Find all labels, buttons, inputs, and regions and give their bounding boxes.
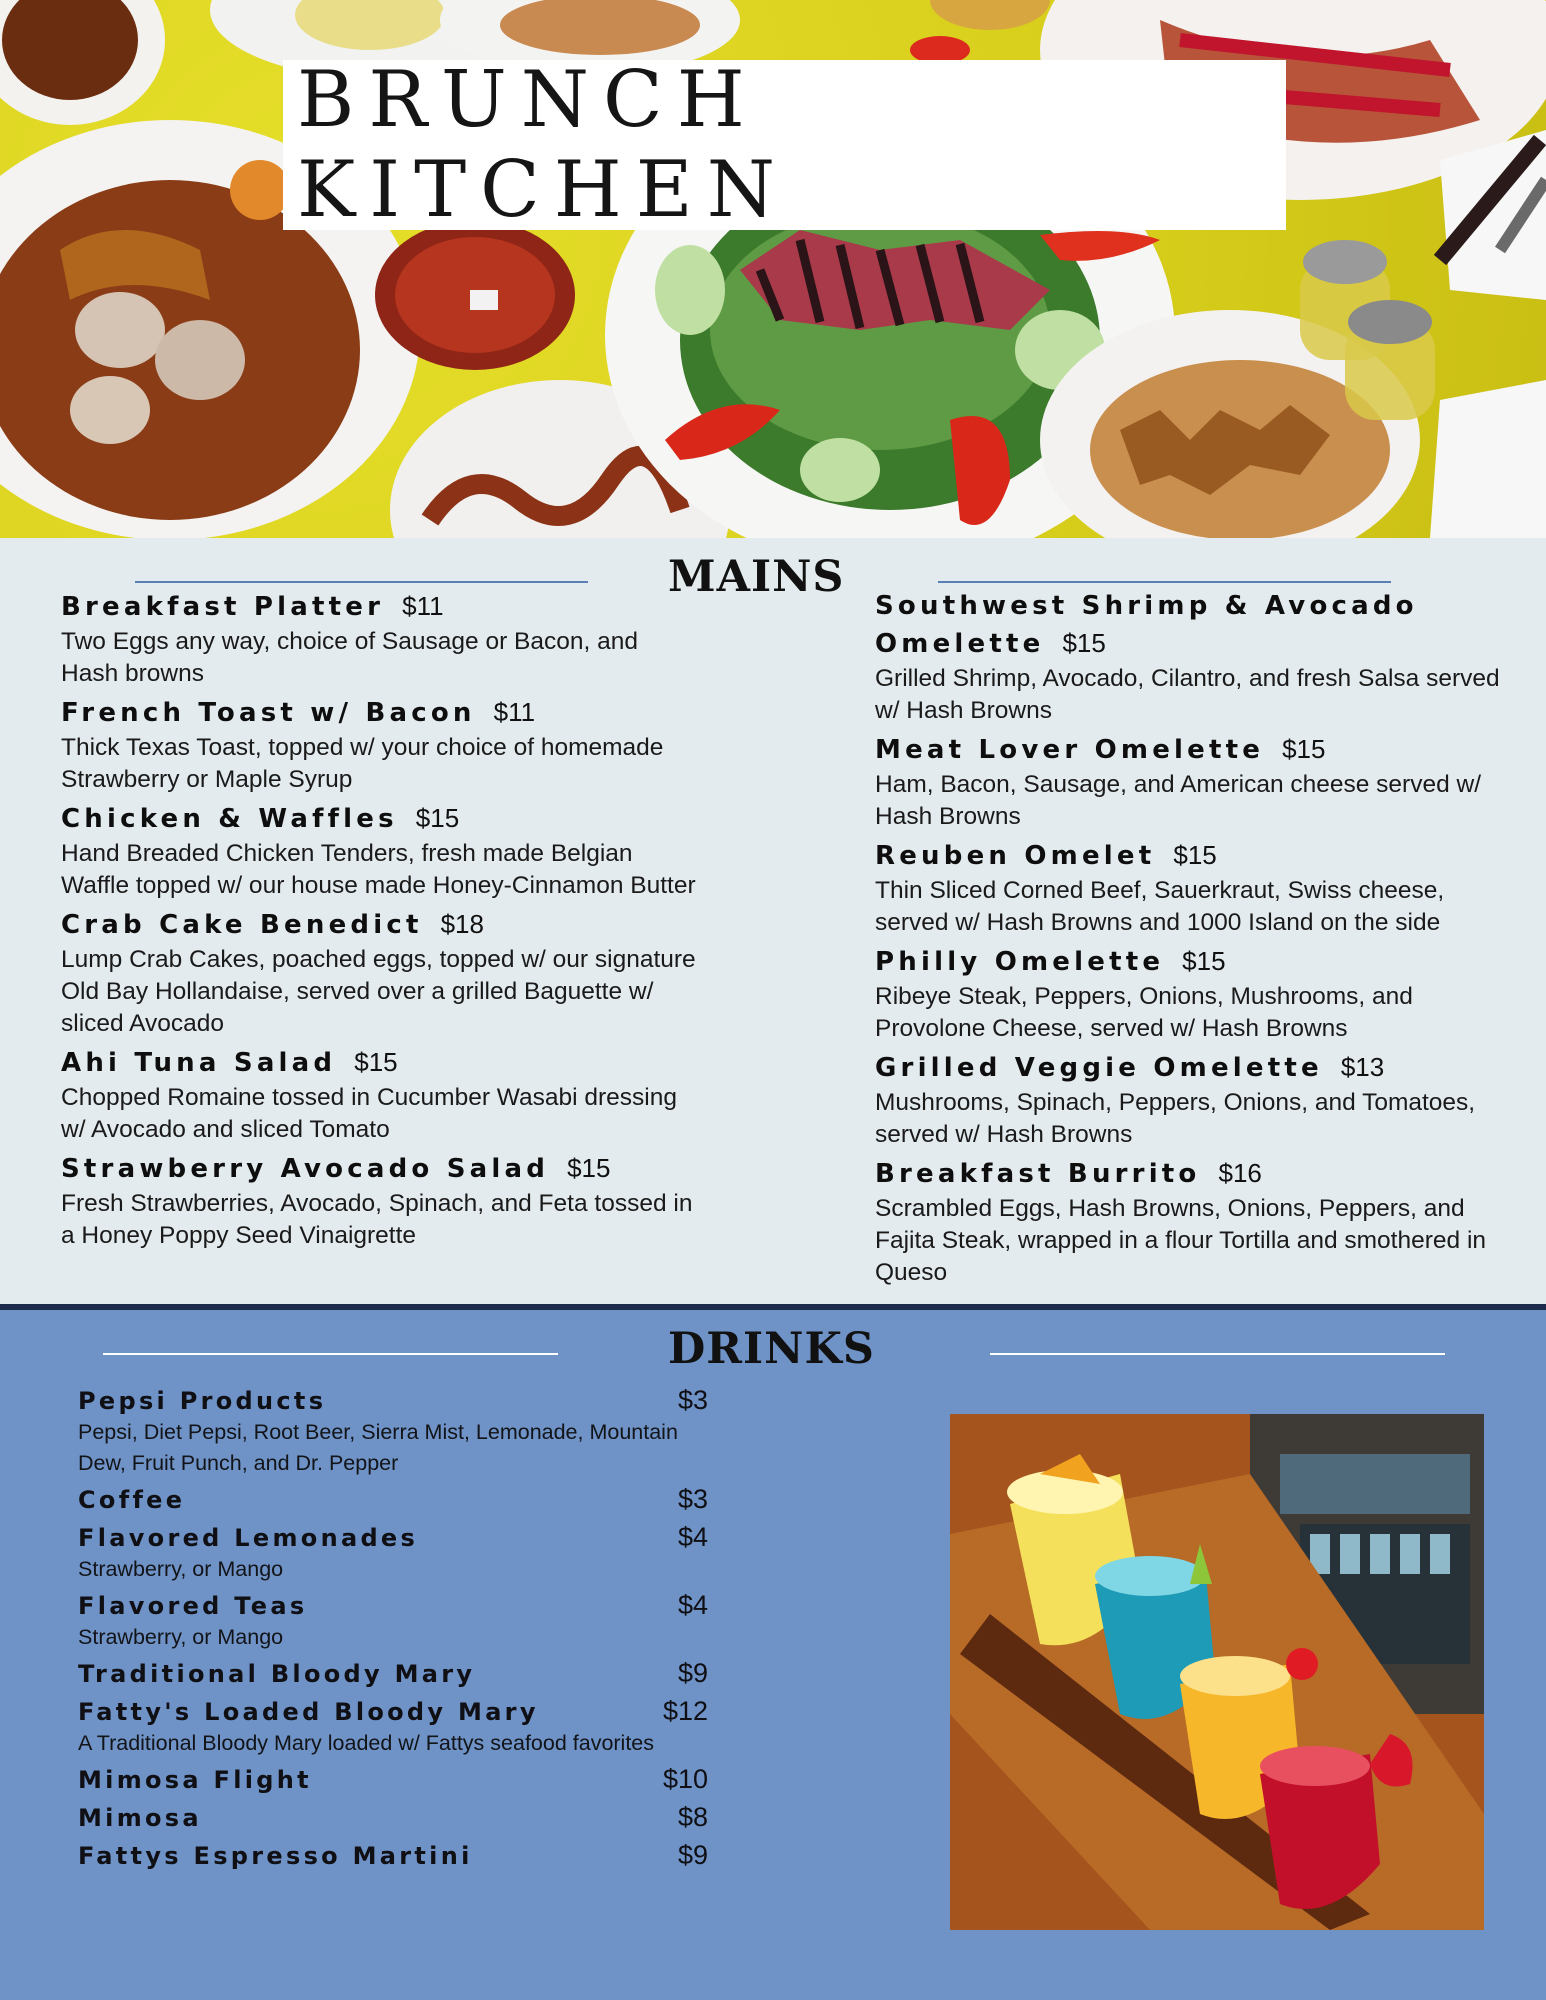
drink-item: [78, 1799, 708, 1837]
drinks-rule-right: [990, 1353, 1445, 1355]
drinks-list: [78, 1382, 708, 1875]
item-price: $13: [1340, 1052, 1385, 1082]
drinks-section: [0, 1310, 1546, 2000]
drink-price: $12: [662, 1696, 708, 1726]
drink-name: Coffee: [78, 1486, 186, 1514]
page-title: BRUNCH KITCHEN: [297, 55, 789, 235]
menu-item: [875, 1049, 1505, 1151]
drink-name: Mimosa: [78, 1804, 202, 1832]
item-price: $11: [493, 697, 536, 727]
item-name: Meat Lover Omelette: [875, 735, 1265, 765]
drink-price: $3: [677, 1484, 708, 1514]
drink-price: $9: [677, 1840, 708, 1870]
item-description: Ribeye Steak, Peppers, Onions, Mushrooms, and Provolone Cheese, served w/ Hash Browns: [875, 983, 1413, 1042]
item-price: $16: [1218, 1158, 1262, 1188]
drink-description: A Traditional Bloody Mary loaded w/ Fattys seafood favorites: [78, 1731, 655, 1755]
mains-left-column: [61, 588, 701, 1256]
drink-price: $8: [677, 1802, 708, 1832]
drink-price: $9: [677, 1658, 708, 1688]
item-description: Chopped Romaine tossed in Cucumber Wasabi dressing w/ Avocado and sliced Tomato: [61, 1084, 677, 1143]
item-name: Philly Omelette: [875, 947, 1165, 977]
item-description: Hand Breaded Chicken Tenders, fresh made Belgian Waffle topped w/ our house made Honey-Cinnamon Butter: [61, 840, 696, 899]
item-name: Breakfast Platter: [61, 592, 385, 622]
item-price: $15: [1282, 734, 1326, 764]
drink-name: Fatty's Loaded Bloody Mary: [78, 1698, 539, 1726]
drink-name: Fattys Espresso Martini: [78, 1842, 473, 1870]
mains-rule-right: [938, 581, 1391, 583]
item-name: Breakfast Burrito: [875, 1159, 1201, 1189]
item-description: Fresh Strawberries, Avocado, Spinach, and Feta tossed in a Honey Poppy Seed Vinaigrette: [61, 1190, 693, 1249]
drink-description: Strawberry, or Mango: [78, 1625, 284, 1649]
menu-item: [875, 1155, 1505, 1289]
item-price: $15: [1182, 946, 1226, 976]
cocktail-flight-illustration: [950, 1414, 1484, 1930]
item-name: Grilled Veggie Omelette: [875, 1053, 1323, 1083]
drink-item: [78, 1382, 708, 1479]
drink-item: [78, 1587, 708, 1653]
drinks-heading: DRINKS: [668, 1324, 875, 1374]
drink-item: [78, 1693, 708, 1759]
item-price: $11: [402, 591, 444, 621]
drink-price: $4: [677, 1522, 708, 1552]
mains-right-column: [875, 588, 1505, 1293]
item-description: Thick Texas Toast, topped w/ your choice of homemade Strawberry or Maple Syrup: [61, 734, 664, 793]
mains-section: [0, 538, 1546, 1304]
item-description: Grilled Shrimp, Avocado, Cilantro, and fresh Salsa served w/ Hash Browns: [875, 665, 1500, 724]
menu-item: [875, 731, 1505, 833]
drink-item: [78, 1655, 708, 1693]
menu-item: [875, 943, 1505, 1045]
item-price: $15: [567, 1153, 611, 1183]
mains-heading: MAINS: [668, 552, 845, 602]
menu-item: [61, 694, 701, 796]
item-description: Mushrooms, Spinach, Peppers, Onions, and Tomatoes, served w/ Hash Browns: [875, 1089, 1476, 1148]
item-price: $15: [1062, 628, 1106, 658]
drink-name: Flavored Lemonades: [78, 1524, 419, 1552]
item-name: Reuben Omelet: [875, 841, 1156, 871]
item-description: Ham, Bacon, Sausage, and American cheese served w/ Hash Browns: [875, 771, 1482, 830]
cocktail-photo: [950, 1414, 1484, 1930]
drinks-rule-left: [103, 1353, 558, 1355]
drink-item: [78, 1837, 708, 1875]
item-description: Lump Crab Cakes, poached eggs, topped w/ our signature Old Bay Hollandaise, served over a grilled Baguette w/ sliced Avocado: [61, 946, 696, 1037]
drink-item: [78, 1761, 708, 1799]
mains-rule-left: [135, 581, 588, 583]
menu-item: [875, 837, 1505, 939]
item-description: Thin Sliced Corned Beef, Sauerkraut, Swiss cheese, served w/ Hash Browns and 1000 Island on the side: [875, 877, 1445, 936]
item-name: French Toast w/ Bacon: [61, 698, 476, 728]
item-description: Scrambled Eggs, Hash Browns, Onions, Peppers, and Fajita Steak, wrapped in a flour Tortilla and smothered in Queso: [875, 1195, 1487, 1286]
item-name: Chicken & Waffles: [61, 804, 398, 834]
drink-price: $3: [677, 1385, 708, 1415]
item-name: Crab Cake Benedict: [61, 910, 423, 940]
item-price: $15: [354, 1047, 398, 1077]
drink-item: [78, 1519, 708, 1585]
item-price: $15: [415, 803, 460, 833]
drink-name: Mimosa Flight: [78, 1766, 312, 1794]
menu-item: [61, 588, 701, 690]
drink-description: Strawberry, or Mango: [78, 1557, 284, 1581]
item-name: Strawberry Avocado Salad: [61, 1154, 550, 1184]
menu-item: [61, 800, 701, 902]
drink-name: Pepsi Products: [78, 1387, 327, 1415]
menu-item: [875, 588, 1505, 727]
drink-name: Flavored Teas: [78, 1592, 308, 1620]
hero-food-photo: [0, 0, 1546, 538]
drink-item: [78, 1481, 708, 1519]
menu-item: [61, 906, 701, 1040]
drink-price: $10: [662, 1764, 708, 1794]
menu-item: [61, 1044, 701, 1146]
drink-price: $4: [677, 1590, 708, 1620]
item-name: Ahi Tuna Salad: [61, 1048, 337, 1078]
title-banner: [283, 55, 1286, 235]
item-name: Southwest Shrimp & Avocado Omelette: [875, 591, 1418, 659]
item-price: $15: [1173, 840, 1217, 870]
item-description: Two Eggs any way, choice of Sausage or Bacon, and Hash browns: [61, 628, 639, 687]
menu-item: [61, 1150, 701, 1252]
item-price: $18: [440, 909, 484, 939]
drink-name: Traditional Bloody Mary: [78, 1660, 476, 1688]
drink-description: Pepsi, Diet Pepsi, Root Beer, Sierra Mist, Lemonade, Mountain Dew, Fruit Punch, and Dr. Pepper: [78, 1420, 678, 1475]
